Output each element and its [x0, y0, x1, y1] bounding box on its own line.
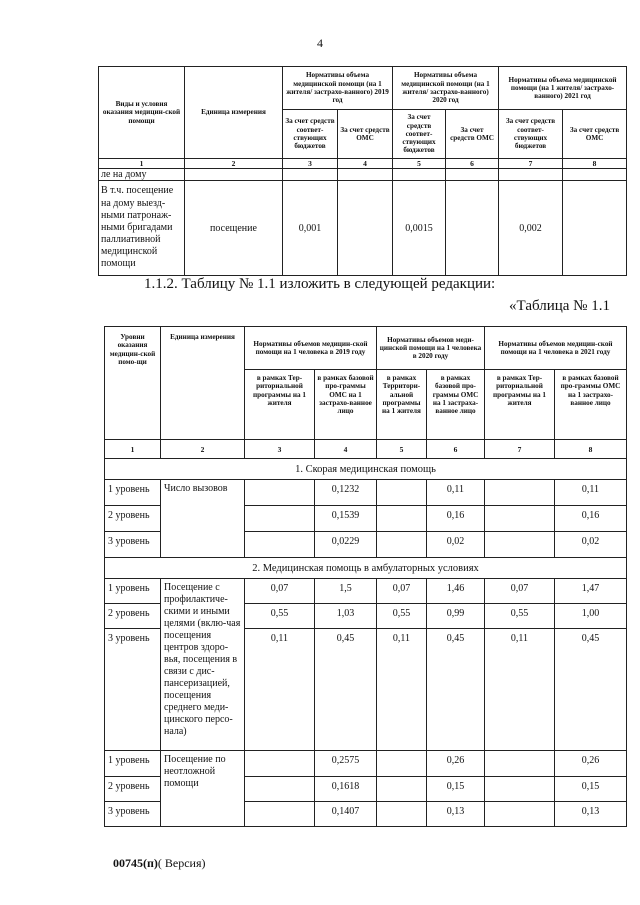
level-cell: 2 уровень — [105, 506, 161, 532]
row-type: В т.ч. посещение на дому выезд-ными патронаж-ными бригадами паллиативной медицинской помощи — [99, 181, 185, 276]
value-cell: 0,26 — [555, 751, 627, 777]
value-cell — [377, 751, 427, 777]
page-number: 4 — [317, 36, 323, 50]
value-cell: 0,07 — [485, 579, 555, 604]
value-cell — [245, 506, 315, 532]
value-2020: 0,0015 — [393, 181, 446, 276]
value-cell: 0,13 — [427, 802, 485, 827]
value-cell — [377, 532, 427, 558]
header-budget-2019: За счет средств соответ-ствующих бюджетов — [283, 110, 338, 159]
value-cell: 0,11 — [485, 629, 555, 751]
table-1-1 — [104, 326, 627, 827]
header-type: Виды и условия оказания медицин-ской помощи — [99, 67, 185, 159]
header-budget-2020: За счет средств соответ-ствующих бюджетов — [393, 110, 446, 159]
document-code: 00745(п) — [113, 856, 158, 870]
value-cell — [485, 777, 555, 802]
value-cell — [485, 802, 555, 827]
unit-cell: Число вызовов — [161, 480, 245, 558]
value-cell: 0,07 — [377, 579, 427, 604]
header-levels: Уровни оказания медицин-ской помо-щи — [105, 327, 161, 440]
header-base-2021: в рамках базовой про-граммы ОМС на 1 застрахо-ванное лицо — [555, 370, 627, 440]
level-cell: 1 уровень — [105, 579, 161, 604]
value-cell: 0,1539 — [315, 506, 377, 532]
value-cell: 0,2575 — [315, 751, 377, 777]
header-tp-2021: в рамках Тер-риториальной программы на 1 жителя — [485, 370, 555, 440]
value-cell — [377, 802, 427, 827]
header-2021: Нормативы объемов медицин-ской помощи на 1 человека в 2021 году — [485, 327, 627, 370]
value-cell: 0,1232 — [315, 480, 377, 506]
level-cell: 2 уровень — [105, 604, 161, 629]
col-number: 3 — [245, 440, 315, 459]
document-version: ( Версия) — [157, 856, 206, 870]
value-cell — [245, 802, 315, 827]
value-cell — [485, 751, 555, 777]
col-number: 6 — [446, 159, 499, 169]
value-cell: 0,55 — [377, 604, 427, 629]
header-tp-2019: в рамках Тер-риториальной программы на 1 жителя — [245, 370, 315, 440]
value-cell: 0,11 — [427, 480, 485, 506]
level-cell: 3 уровень — [105, 629, 161, 751]
section-heading: 2. Медицинская помощь в амбулаторных условиях — [105, 558, 627, 579]
value-cell: 0,15 — [427, 777, 485, 802]
value-cell: 0,13 — [555, 802, 627, 827]
value-cell: 1,47 — [555, 579, 627, 604]
value-cell: 0,1407 — [315, 802, 377, 827]
col-number: 8 — [555, 440, 627, 459]
level-cell: 2 уровень — [105, 777, 161, 802]
table-1-volume-norms — [98, 66, 627, 276]
value-cell — [245, 480, 315, 506]
header-budget-2021: За счет средств соответ-ствующих бюджетов — [499, 110, 563, 159]
value-cell: 0,0229 — [315, 532, 377, 558]
value-cell: 1,46 — [427, 579, 485, 604]
value-cell: 1,03 — [315, 604, 377, 629]
header-2021: Нормативы объема медицинской помощи (на 1 жителя/ застрахо-ванного) 2021 год — [499, 67, 627, 110]
value-cell: 0,99 — [427, 604, 485, 629]
unit-cell: Посещение по неотложной помощи — [161, 751, 245, 827]
col-number: 4 — [338, 159, 393, 169]
col-number: 7 — [499, 159, 563, 169]
value-cell: 0,02 — [427, 532, 485, 558]
value-cell — [485, 506, 555, 532]
header-unit: Единица измерения — [161, 327, 245, 440]
level-cell: 1 уровень — [105, 480, 161, 506]
value-2019: 0,001 — [283, 181, 338, 276]
header-2020: Нормативы объемов меди-цинской помощи на 1 человека в 2020 году — [377, 327, 485, 370]
value-cell — [245, 777, 315, 802]
document-footer — [113, 856, 206, 871]
header-unit: Единица измерения — [185, 67, 283, 159]
value-cell: 0,45 — [427, 629, 485, 751]
value-cell: 0,15 — [555, 777, 627, 802]
section-heading: 1. Скорая медицинская помощь — [105, 459, 627, 480]
level-cell: 3 уровень — [105, 532, 161, 558]
value-2021: 0,002 — [499, 181, 563, 276]
value-cell: 0,02 — [555, 532, 627, 558]
amendment-paragraph: 1.1.2. Таблицу № 1.1 изложить в следующей редакции: — [144, 276, 496, 292]
value-cell: 1,5 — [315, 579, 377, 604]
header-2019: Нормативы объемов медицин-ской помощи на 1 человека в 2019 году — [245, 327, 377, 370]
header-base-2020: в рамках базовой про-граммы ОМС на 1 застраха-ванное лицо — [427, 370, 485, 440]
value-cell: 0,11 — [245, 629, 315, 751]
level-cell: 1 уровень — [105, 751, 161, 777]
value-cell — [485, 480, 555, 506]
value-cell: 0,26 — [427, 751, 485, 777]
col-number: 4 — [315, 440, 377, 459]
level-cell: 3 уровень — [105, 802, 161, 827]
table-title: «Таблица № 1.1 — [509, 298, 610, 314]
col-number: 6 — [427, 440, 485, 459]
value-cell: 0,11 — [377, 629, 427, 751]
col-number: 3 — [283, 159, 338, 169]
col-number: 5 — [393, 159, 446, 169]
col-number: 1 — [99, 159, 185, 169]
value-cell: 0,11 — [555, 480, 627, 506]
col-number: 2 — [161, 440, 245, 459]
header-tp-2020: в рамках Территори-альной программы на 1 жителя — [377, 370, 427, 440]
col-number: 1 — [105, 440, 161, 459]
value-cell: 1,00 — [555, 604, 627, 629]
header-oms-2021: За счет средств ОМС — [563, 110, 627, 159]
col-number: 8 — [563, 159, 627, 169]
value-cell: 0,55 — [245, 604, 315, 629]
value-cell: 0,16 — [555, 506, 627, 532]
value-cell — [377, 506, 427, 532]
header-oms-2020: За счет средств ОМС — [446, 110, 499, 159]
value-cell — [245, 751, 315, 777]
value-cell — [485, 532, 555, 558]
value-cell: 0,16 — [427, 506, 485, 532]
value-cell: 0,1618 — [315, 777, 377, 802]
header-base-2019: в рамках базовой про-граммы ОМС на 1 застрахо-ванное лицо — [315, 370, 377, 440]
value-cell — [377, 777, 427, 802]
value-cell: 0,07 — [245, 579, 315, 604]
header-2020: Нормативы объема медицинской помощи (на 1 жителя/ застрахо-ванного) 2020 год — [393, 67, 499, 110]
col-number: 5 — [377, 440, 427, 459]
value-cell: 0,45 — [315, 629, 377, 751]
value-cell: 0,45 — [555, 629, 627, 751]
header-oms-2019: За счет средств ОМС — [338, 110, 393, 159]
value-cell: 0,55 — [485, 604, 555, 629]
value-cell — [377, 480, 427, 506]
value-cell — [245, 532, 315, 558]
header-2019: Нормативы объема медицинской помощи (на 1 жителя/ застрахо-ванного) 2019 год — [283, 67, 393, 110]
col-number: 2 — [185, 159, 283, 169]
row-unit: посещение — [185, 181, 283, 276]
unit-cell: Посещение с профилактиче-скими и иными целями (вклю-чая посещения центров здоро-вья, посещения в связи с дис-пансеризацией, посещения среднего меди-цинского персо-нала) — [161, 579, 245, 751]
continuation-cell: ле на дому — [99, 169, 185, 181]
col-number: 7 — [485, 440, 555, 459]
